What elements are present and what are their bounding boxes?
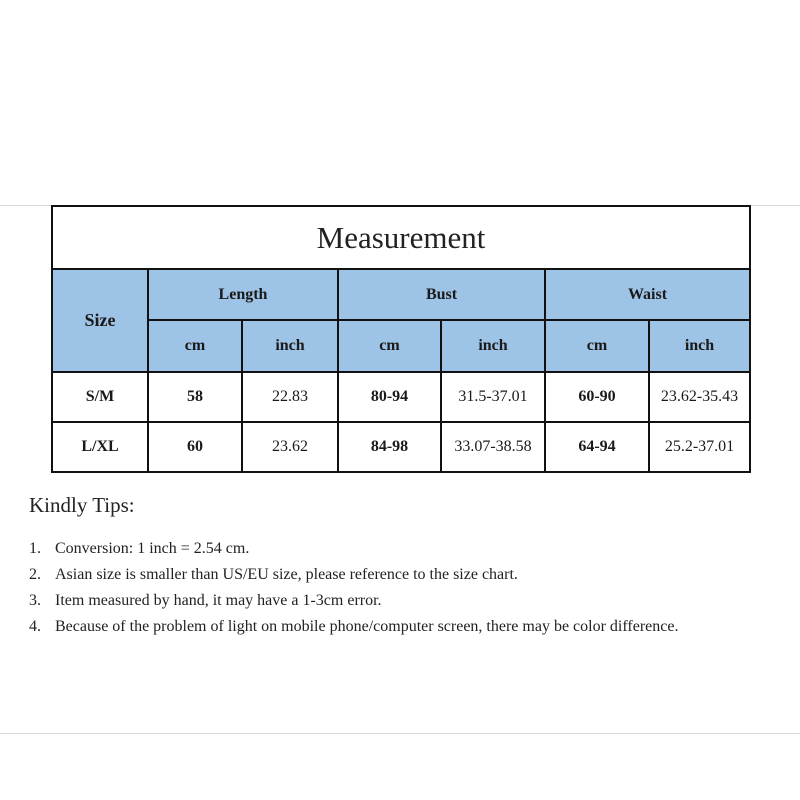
size-chart-table — [51, 205, 751, 473]
size-column-header: Size — [52, 269, 148, 372]
bottom-divider — [0, 733, 800, 734]
list-item-text: Conversion: 1 inch = 2.54 cm. — [55, 540, 250, 557]
list-item — [29, 588, 729, 614]
size-cell: L/XL — [52, 422, 148, 472]
table-cell: 60-90 — [545, 372, 649, 422]
table-cell: 64-94 — [545, 422, 649, 472]
size-cell: S/M — [52, 372, 148, 422]
kindly-tips-section — [29, 493, 729, 640]
list-item-text: Item measured by hand, it may have a 1-3cm error. — [55, 592, 382, 609]
length-group-header: Length — [148, 269, 338, 320]
table-cell: 22.83 — [242, 372, 338, 422]
table-cell: 80-94 — [338, 372, 441, 422]
waist-group-header: Waist — [545, 269, 750, 320]
list-item — [29, 614, 695, 640]
unit-header: cm — [338, 320, 441, 372]
list-item — [29, 536, 729, 562]
tips-list — [29, 536, 729, 640]
unit-header: inch — [649, 320, 750, 372]
table-row — [52, 372, 750, 422]
unit-header: inch — [441, 320, 545, 372]
table-cell: 58 — [148, 372, 242, 422]
table-title: Measurement — [52, 206, 750, 269]
table-cell: 60 — [148, 422, 242, 472]
tips-heading: Kindly Tips: — [29, 493, 135, 517]
unit-header: inch — [242, 320, 338, 372]
list-item — [29, 562, 729, 588]
table-cell: 33.07-38.58 — [441, 422, 545, 472]
bust-group-header: Bust — [338, 269, 545, 320]
table-cell: 31.5-37.01 — [441, 372, 545, 422]
list-number: 1. — [29, 540, 41, 557]
list-item-text: Asian size is smaller than US/EU size, please reference to the size chart. — [55, 566, 518, 583]
unit-header: cm — [148, 320, 242, 372]
list-item-text: Because of the problem of light on mobile phone/computer screen, there may be color difference. — [55, 618, 679, 635]
table-cell: 23.62 — [242, 422, 338, 472]
unit-header: cm — [545, 320, 649, 372]
list-number: 4. — [29, 618, 41, 635]
table-cell: 25.2-37.01 — [649, 422, 750, 472]
table-cell: 23.62-35.43 — [649, 372, 750, 422]
table-row — [52, 422, 750, 472]
table-cell: 84-98 — [338, 422, 441, 472]
list-number: 3. — [29, 592, 41, 609]
list-number: 2. — [29, 566, 41, 583]
